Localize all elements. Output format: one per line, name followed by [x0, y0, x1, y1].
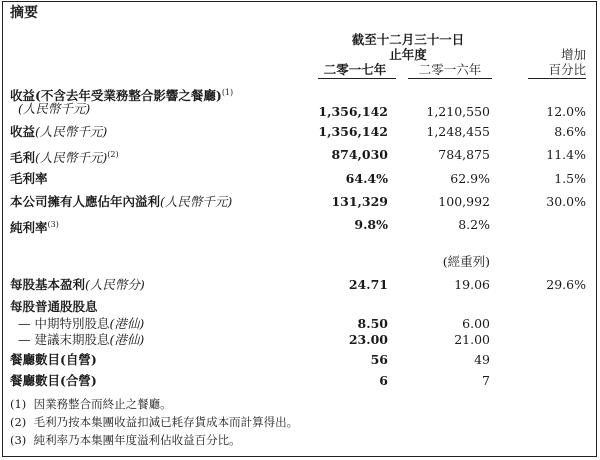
- restated-label: (經重列): [442, 254, 490, 269]
- footnote-text: 因業務整合而終止之餐廳。: [33, 397, 172, 411]
- footnote-ref: (3): [47, 220, 59, 229]
- footnote-ref: (1): [221, 88, 234, 97]
- row-unit: (人民幣千元): [18, 101, 91, 116]
- value-2016: 19.06: [454, 277, 490, 292]
- row-label: [18, 332, 144, 348]
- footnote: [10, 414, 298, 430]
- row-label: [10, 194, 232, 210]
- row-label: [10, 277, 145, 293]
- row-unit: (人民幣千元): [35, 150, 108, 166]
- value-change: 12.0%: [546, 104, 586, 119]
- value-2017: 1,356,142: [318, 104, 388, 119]
- row-label-text: 毛利: [10, 150, 36, 166]
- value-2017: 131,329: [331, 194, 388, 209]
- row-label-text: 本公司擁有人應佔年內溢利: [10, 194, 161, 209]
- value-change: 29.6%: [546, 277, 586, 292]
- value-2016: 62.9%: [450, 171, 490, 186]
- column-header-2017: 二零一七年: [323, 62, 387, 77]
- value-2017: 6: [379, 373, 388, 388]
- column-header-2016: 二零一六年: [418, 62, 482, 77]
- row-label-text: — 建議末期股息: [18, 332, 110, 347]
- value-2017: 24.71: [348, 277, 388, 292]
- row-label-text: 純利率: [10, 220, 48, 236]
- value-2016: 7: [482, 373, 490, 388]
- value-2017: 1,356,142: [318, 124, 388, 139]
- value-2016: 784,875: [438, 147, 490, 162]
- page-title: 摘要: [10, 5, 38, 21]
- row-label: [10, 124, 107, 140]
- value-change: 11.4%: [546, 147, 586, 162]
- period-header-line1: 截至十二月三十一日: [351, 32, 465, 47]
- row-label: 餐廳數目(自營): [10, 352, 97, 367]
- underline-2017: [318, 78, 396, 79]
- row-label-text: 收益: [10, 124, 36, 139]
- footnote-ref: (2): [107, 150, 119, 159]
- underline-change: [528, 78, 586, 79]
- period-header-line2: 止年度: [389, 47, 427, 62]
- value-2017: 874,030: [331, 147, 388, 162]
- value-2016: 6.00: [462, 316, 490, 331]
- value-2016: 8.2%: [458, 217, 490, 232]
- value-change: 8.6%: [554, 124, 586, 139]
- footnote-text: 純利率乃本集團年度溢利佔收益百分比。: [33, 433, 241, 447]
- value-2016: 1,210,550: [426, 104, 490, 119]
- value-2017: 23.00: [348, 332, 388, 347]
- footnote-text: 毛利乃按本集團收益扣減已耗存貨成本而計算得出。: [33, 415, 299, 429]
- row-label: [10, 217, 59, 236]
- value-2016: 21.00: [454, 332, 490, 347]
- value-2017: 8.50: [357, 316, 388, 331]
- footnote: [10, 396, 172, 412]
- value-2016: 100,992: [438, 194, 490, 209]
- row-label-text: 收益(不含去年受業務整合影響之餐廳): [10, 88, 222, 104]
- row-label: [18, 316, 144, 332]
- row-unit: (港仙): [109, 316, 145, 331]
- value-2017: 64.4%: [345, 171, 388, 186]
- footnote-number: (1): [10, 397, 27, 411]
- value-2017: 56: [370, 352, 388, 367]
- change-header-line1: 增加: [560, 47, 586, 62]
- row-unit: (港仙): [109, 332, 145, 347]
- row-unit: (人民幣分): [85, 277, 145, 292]
- value-2016: 1,248,455: [426, 124, 490, 139]
- change-header-line2: 百分比: [548, 62, 586, 77]
- footnote-number: (2): [10, 415, 27, 429]
- value-2017: 9.8%: [354, 217, 388, 232]
- underline-2016: [408, 78, 492, 79]
- footnote: [10, 432, 241, 448]
- row-label: 每股普通股股息: [10, 299, 98, 314]
- row-label: 餐廳數目(合營): [10, 373, 97, 388]
- value-change: 30.0%: [546, 194, 586, 209]
- row-unit: (人民幣千元): [160, 194, 233, 209]
- row-label: [10, 147, 119, 166]
- row-label-text: 每股基本盈利: [10, 277, 86, 292]
- row-unit: (人民幣千元): [35, 124, 108, 139]
- row-label-text: — 中期特別股息: [18, 316, 110, 331]
- value-2016: 49: [474, 352, 490, 367]
- row-label: 毛利率: [10, 171, 48, 186]
- footnote-number: (3): [10, 433, 27, 447]
- value-change: 1.5%: [554, 171, 586, 186]
